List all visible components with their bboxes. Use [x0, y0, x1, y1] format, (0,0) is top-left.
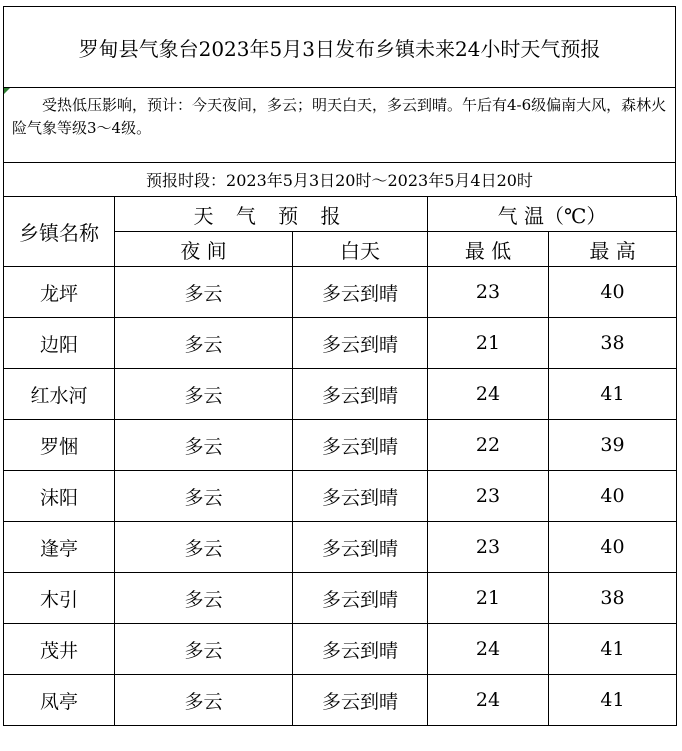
day-weather-cell: 多云到晴 — [293, 420, 428, 471]
night-weather-cell: 多云 — [115, 471, 293, 522]
high-temp-cell: 40 — [549, 471, 677, 522]
day-weather-cell: 多云到晴 — [293, 267, 428, 318]
night-weather-cell: 多云 — [115, 624, 293, 675]
table-row — [4, 369, 677, 420]
night-weather-cell: 多云 — [115, 522, 293, 573]
night-weather-cell: 多云 — [115, 675, 293, 726]
day-weather-cell: 多云到晴 — [293, 369, 428, 420]
night-weather-cell: 多云 — [115, 369, 293, 420]
forecast-table — [3, 196, 677, 726]
day-weather-cell: 多云到晴 — [293, 675, 428, 726]
night-weather-cell: 多云 — [115, 318, 293, 369]
night-weather-cell: 多云 — [115, 267, 293, 318]
town-cell: 木引 — [4, 573, 115, 624]
table-row — [4, 624, 677, 675]
night-weather-cell: 多云 — [115, 573, 293, 624]
high-temp-cell: 39 — [549, 420, 677, 471]
town-cell: 沫阳 — [4, 471, 115, 522]
low-temp-cell: 24 — [428, 624, 549, 675]
low-temp-cell: 24 — [428, 369, 549, 420]
high-temp-cell: 41 — [549, 675, 677, 726]
day-weather-cell: 多云到晴 — [293, 522, 428, 573]
forecast-sheet — [3, 6, 676, 726]
weather-forecast-header: 天 气 预 报 — [115, 197, 428, 232]
night-header: 夜 间 — [115, 232, 293, 267]
town-cell: 红水河 — [4, 369, 115, 420]
table-row — [4, 420, 677, 471]
high-temp-cell: 38 — [549, 573, 677, 624]
day-weather-cell: 多云到晴 — [293, 573, 428, 624]
high-temp-cell: 41 — [549, 624, 677, 675]
high-temp-cell: 40 — [549, 522, 677, 573]
town-cell: 茂井 — [4, 624, 115, 675]
low-temp-cell: 21 — [428, 318, 549, 369]
low-temp-cell: 24 — [428, 675, 549, 726]
table-row — [4, 471, 677, 522]
town-cell: 罗悃 — [4, 420, 115, 471]
day-weather-cell: 多云到晴 — [293, 471, 428, 522]
high-temp-cell: 41 — [549, 369, 677, 420]
low-temp-cell: 23 — [428, 522, 549, 573]
night-weather-cell: 多云 — [115, 420, 293, 471]
high-temp-cell: 40 — [549, 267, 677, 318]
temperature-header: 气 温（℃） — [428, 197, 677, 232]
low-temp-header: 最 低 — [428, 232, 549, 267]
town-cell: 逢亭 — [4, 522, 115, 573]
low-temp-cell: 23 — [428, 267, 549, 318]
town-name-header: 乡镇名称 — [4, 197, 115, 267]
table-row — [4, 318, 677, 369]
town-cell: 凤亭 — [4, 675, 115, 726]
table-row — [4, 573, 677, 624]
forecast-description: 受热低压影响，预计：今天夜间，多云；明天白天，多云到晴。午后有4-6级偏南大风，森林火险气象等级3～4级。 — [3, 87, 676, 162]
low-temp-cell: 21 — [428, 573, 549, 624]
header-row-1 — [4, 197, 677, 232]
day-header: 白天 — [293, 232, 428, 267]
table-row — [4, 522, 677, 573]
high-temp-header: 最 高 — [549, 232, 677, 267]
high-temp-cell: 38 — [549, 318, 677, 369]
town-cell: 龙坪 — [4, 267, 115, 318]
town-cell: 边阳 — [4, 318, 115, 369]
page-title: 罗甸县气象台2023年5月3日发布乡镇未来24小时天气预报 — [3, 6, 676, 87]
table-row — [4, 675, 677, 726]
low-temp-cell: 23 — [428, 471, 549, 522]
low-temp-cell: 22 — [428, 420, 549, 471]
forecast-period: 预报时段：2023年5月3日20时～2023年5月4日20时 — [3, 162, 676, 196]
table-row — [4, 267, 677, 318]
day-weather-cell: 多云到晴 — [293, 318, 428, 369]
day-weather-cell: 多云到晴 — [293, 624, 428, 675]
